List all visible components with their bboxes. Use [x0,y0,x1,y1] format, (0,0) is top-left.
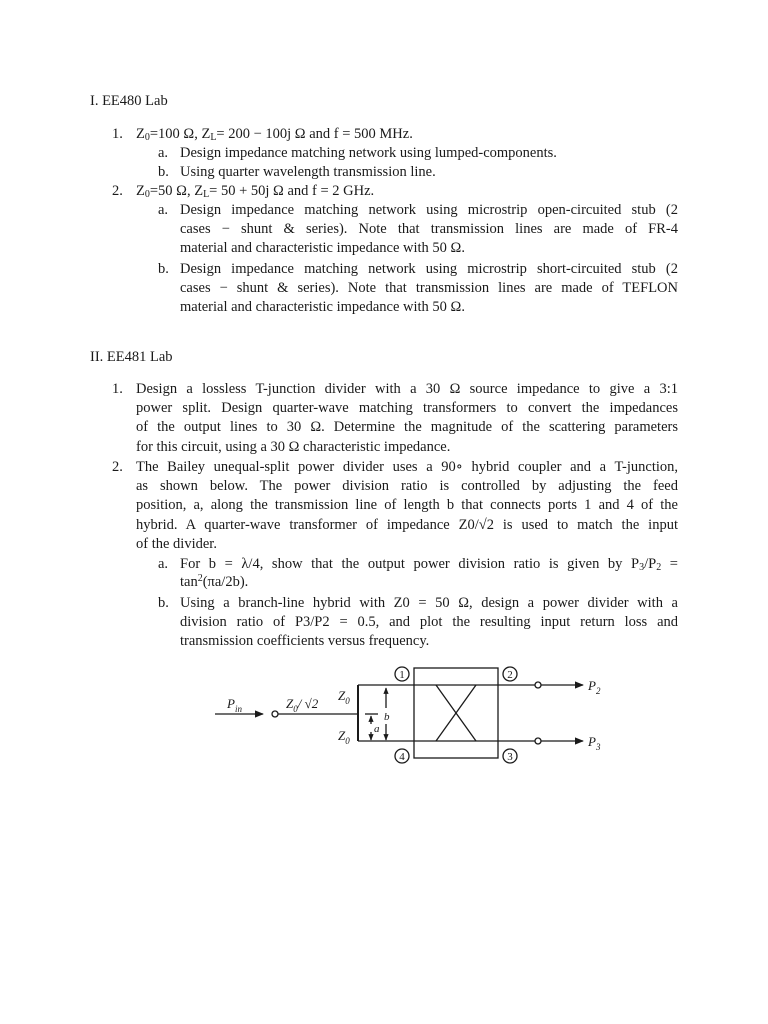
formula-text: /P [644,556,657,572]
formula-text: (πa/2b). [202,574,249,590]
paragraph-line: division ratio of P3/P2 = 0.5, and plot the resulting input return loss and [180,614,678,630]
list-number: 2. [112,183,123,199]
sub-item-text: Design impedance matching network using lumped-components. [180,145,557,161]
list-number: 1. [112,381,123,397]
paragraph-line: as shown below. The power division ratio is controlled by adjusting the feed [136,478,678,494]
list-number: 2. [112,459,123,475]
output-terminal-2 [535,682,541,688]
formula-sub: 2 [656,562,662,573]
paragraph-line: of the output lines to 30 Ω. Determine the magnitude of the scattering parameters [136,419,678,435]
zl-value: = 50 + 50j Ω and f = 2 GHz. [209,183,375,199]
z0-value: =100 Ω, [149,126,202,142]
paragraph-line: hybrid. A quarter-wave transformer of impedance Z0/√2 is used to match the input [136,517,678,533]
section-heading-ee481: II. EE481 Lab [90,349,173,365]
port-3-label: 3 [507,751,513,763]
pin-label: $P_{in}$ [227,696,242,714]
formula-sub: 3 [639,562,645,573]
paragraph-line: material and characteristic impedance with 50 Ω. [180,240,465,256]
a-label: a [374,723,380,735]
z0-subscript: 0 [144,189,150,200]
sub-marker: b. [158,595,169,611]
paragraph-line: transmission coefficients versus frequency. [180,633,430,649]
sub-marker: b. [158,164,169,180]
zl-symbol: Z [194,183,204,199]
port-4-label: 4 [399,751,405,763]
input-terminal [272,711,278,717]
zl-value: = 200 − 100j Ω and f = 500 MHz. [216,126,413,142]
section-heading-ee480: I. EE480 Lab [90,93,168,109]
formula-text: = [661,556,678,572]
formula-sup: 2 [197,573,203,584]
z0-subscript: 0 [144,132,150,143]
zl-subscript: L [210,132,217,143]
paragraph-line: Design impedance matching network using microstrip open-circuited stub (2 [180,202,678,218]
sub-marker: a. [158,145,169,161]
port-2-label: 2 [507,669,513,681]
paragraph-line: power split. Design quarter-wave matching transformers to convert the impedances [136,400,678,416]
paragraph-line: material and characteristic impedance with 50 Ω. [180,299,465,315]
paragraph-line: of the divider. [136,536,217,552]
paragraph-line: cases − shunt & series). Note that transmission lines are made of FR-4 [180,221,678,237]
paragraph-line: Design a lossless T-junction divider with a 30 Ω source impedance to give a 3:1 [136,381,678,397]
paragraph-line: for this circuit, using a 30 Ω characteristic impedance. [136,439,451,455]
port-1-label: 1 [399,669,405,681]
p3-label: $P_3$ [588,734,601,752]
sub-item-text: Using quarter wavelength transmission line. [180,164,436,180]
formula-text: tan [180,574,198,590]
paragraph-line: Using a branch-line hybrid with Z0 = 50 Ω, design a power divider with a [180,595,678,611]
zl-symbol: Z [201,126,211,142]
output-terminal-3 [535,738,541,744]
sub-marker: a. [158,556,169,572]
sub-marker: b. [158,261,169,277]
z0-bottom-label: $Z_0$ [338,728,350,746]
b-label: b [384,711,390,723]
p2-label: $P_2$ [588,678,601,696]
zl-subscript: L [203,189,210,200]
z0-top-label: $Z_0$ [338,688,350,706]
sub-marker: a. [158,202,169,218]
paragraph-line: cases − shunt & series). Note that transmission lines are made of TEFLON [180,280,678,296]
paragraph-line: Design impedance matching network using microstrip short-circuited stub (2 [180,261,678,277]
transformer-impedance-label: $Z_0/$ √2 [286,696,319,714]
z0-symbol: Z [136,126,145,142]
paragraph-line: position, a, along the transmission line of length b that connects ports 1 and 4 of the [136,497,678,513]
formula-text: For b = λ/4, show that the output power division ratio is given by P [180,556,640,572]
list-number: 1. [112,126,123,142]
paragraph-line: The Bailey unequal-split power divider uses a 90∘ hybrid coupler and a T-junction, [136,459,678,475]
z0-value: =50 Ω, [149,183,195,199]
z0-symbol: Z [136,183,145,199]
